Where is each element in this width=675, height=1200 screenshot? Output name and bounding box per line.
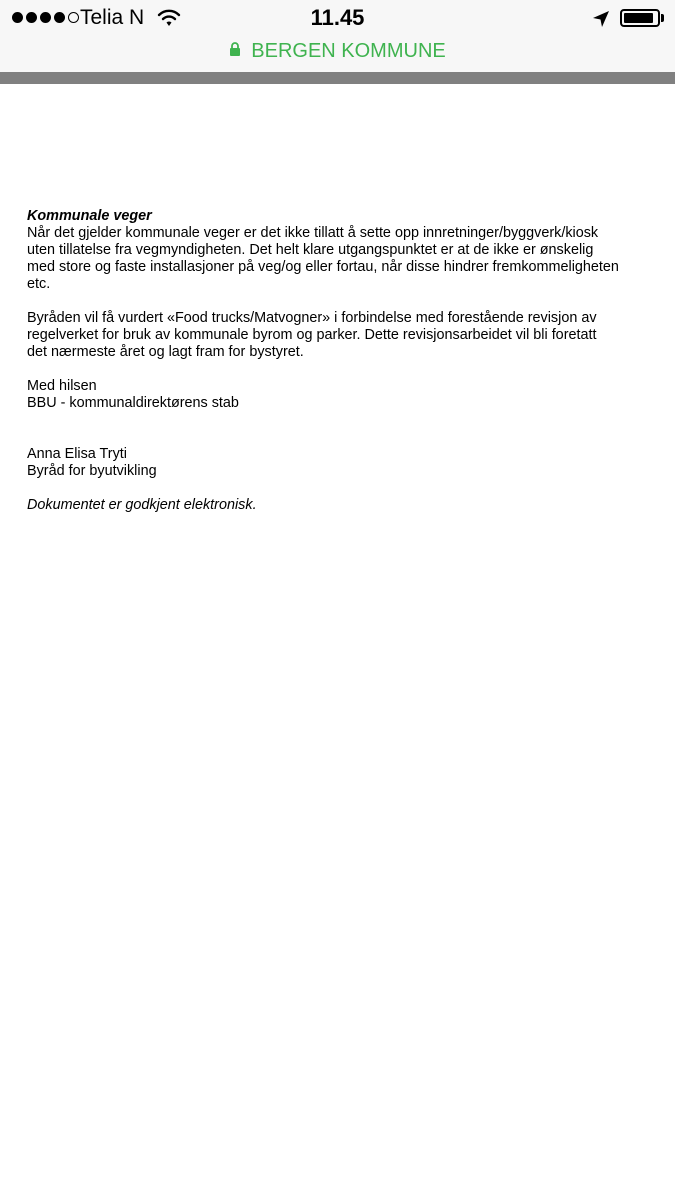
location-arrow-icon — [592, 8, 610, 34]
paragraph-line: Når det gjelder kommunale veger er det ikke tillatt å sette opp innretninger/byggverk/kiosk — [27, 225, 599, 241]
section-heading: Kommunale veger — [27, 208, 152, 224]
paragraph-line: Byråden vil få vurdert «Food trucks/Matvogner» i forbindelse med forestående revisjon av — [27, 310, 597, 326]
battery-icon — [620, 9, 660, 27]
document-body — [27, 208, 647, 514]
address-bar[interactable] — [0, 36, 675, 66]
signer-name: Anna Elisa Tryti — [27, 446, 127, 462]
site-title: BERGEN KOMMUNE — [251, 39, 446, 62]
carrier-name: Telia N — [80, 6, 145, 29]
battery-level — [624, 13, 653, 23]
battery-tip — [661, 14, 664, 22]
status-bar — [0, 0, 675, 36]
sender-line: BBU - kommunaldirektørens stab — [27, 395, 239, 411]
closing-line: Med hilsen — [27, 378, 97, 394]
paragraph-line: uten tillatelse fra vegmyndigheten. Det helt klare utgangspunktet er at de ikke er ønskelig — [27, 242, 594, 258]
paragraph-line: med store og faste installasjoner på veg/og eller fortau, når disse hindrer fremkommeligheten — [27, 259, 619, 275]
clock-time: 11.45 — [310, 5, 365, 30]
signer-title: Byråd for byutvikling — [27, 463, 157, 479]
lock-icon — [229, 40, 241, 63]
page-load-progress — [0, 72, 675, 84]
approval-note: Dokumentet er godkjent elektronisk. — [27, 497, 257, 513]
paragraph-line: etc. — [27, 276, 51, 292]
paragraph-line: regelverket for bruk av kommunale byrom og parker. Dette revisjonsarbeidet vil bli foretatt — [27, 327, 597, 343]
paragraph-line: det nærmeste året og lagt fram for bystyret. — [27, 344, 304, 360]
